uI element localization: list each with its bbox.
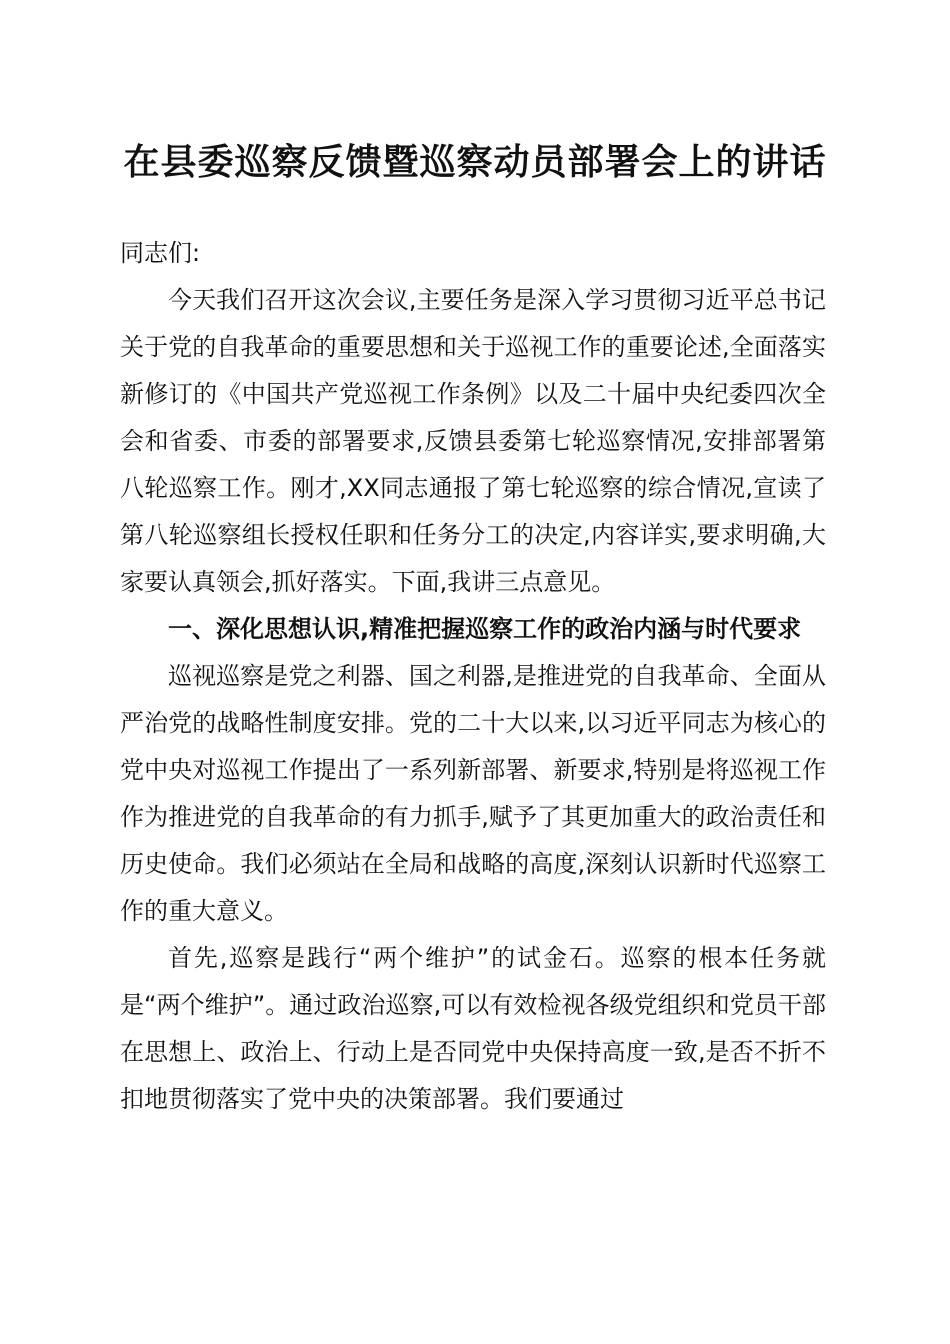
- paragraph-significance: 巡视巡察是党之利器、国之利器,是推进党的自我革命、全面从严治党的战略性制度安排。党的二十大以来,以习近平同志为核心的党中央对巡视工作提出了一系列新部署、新要求,特别是将巡视工作作为推进党的自我革命的有力抓手,赋予了其更加重大的政治责任和历史使命。我们必须站在全局和战略的高度,深刻认识新时代巡察工作的重大意义。: [120, 662, 826, 925]
- salutation: 同志们:: [120, 239, 201, 267]
- section-heading-1: 一、深化思想认识,精准把握巡察工作的政治内涵与时代要求: [168, 615, 802, 643]
- paragraph-opening: 今天我们召开这次会议,主要任务是深入学习贯彻习近平总书记关于党的自我革命的重要思想和关于巡视工作的重要论述,全面落实新修订的《中国共产党巡视工作条例》以及二十届中央纪委四次全会和省委、市委的部署要求,反馈县委第七轮巡察情况,安排部署第八轮巡察工作。刚才,XX同志通报了第七轮巡察的综合情况,宣读了第八轮巡察组长授权任职和任务分工的决定,内容详实,要求明确,大家要认真领会,抓好落实。下面,我讲三点意见。: [120, 286, 826, 596]
- paragraph-first-point: 首先,巡察是践行“两个维护”的试金石。巡察的根本任务就是“两个维护”。通过政治巡察,可以有效检视各级党组织和党员干部在思想上、政治上、行动上是否同党中央保持高度一致,是否不折不扣地贯彻落实了党中央的决策部署。我们要通过: [120, 944, 826, 1113]
- document-title: 在县委巡察反馈暨巡察动员部署会上的讲话: [123, 141, 827, 183]
- document-body: [120, 230, 826, 1123]
